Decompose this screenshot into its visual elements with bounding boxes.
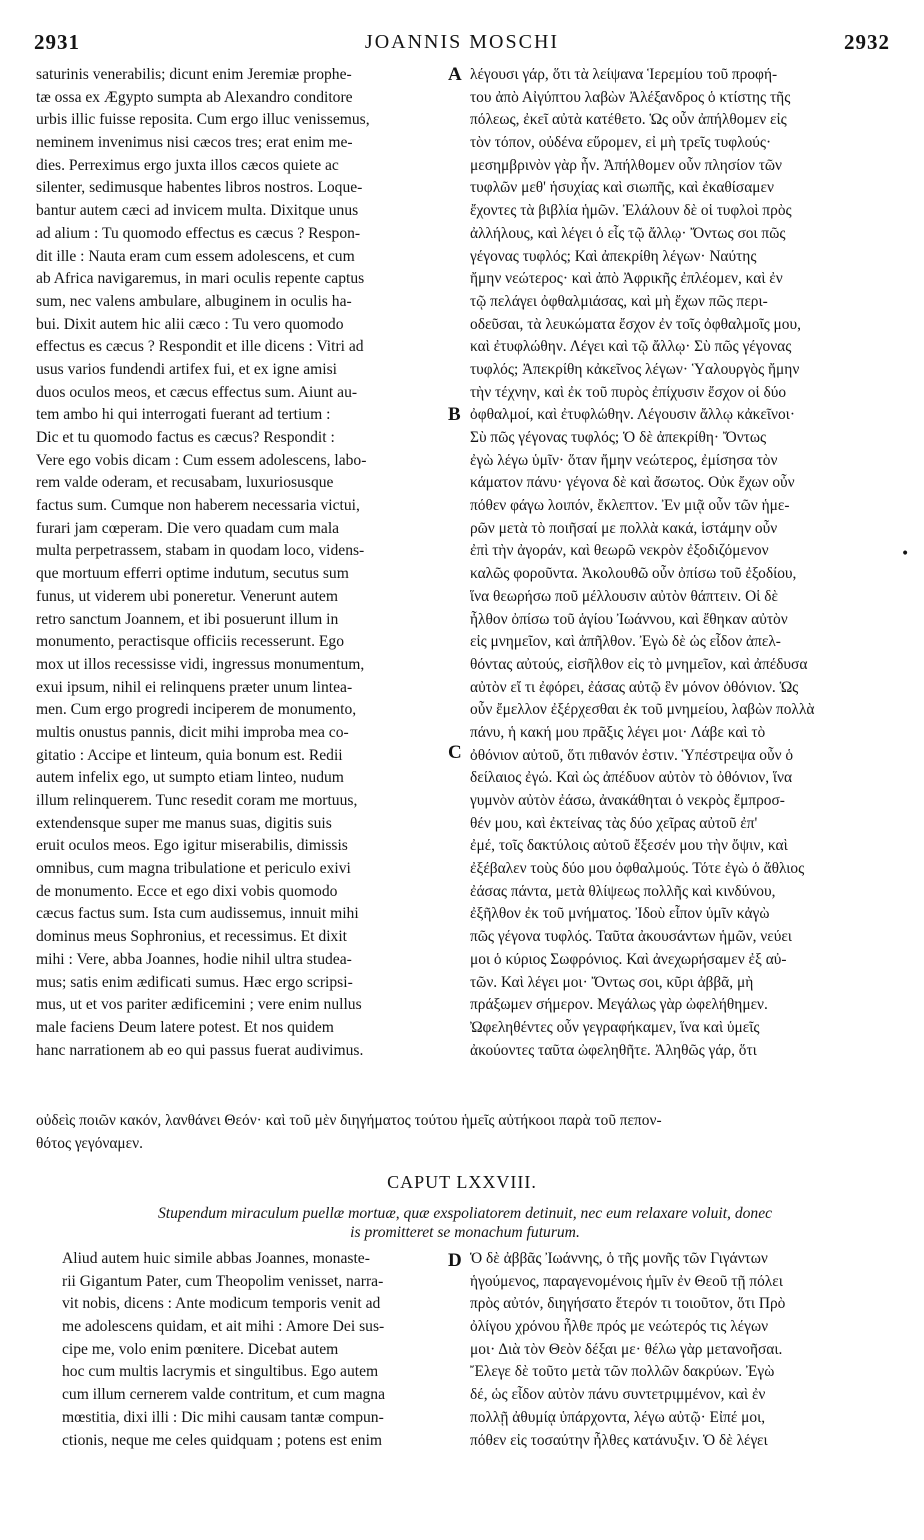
greek-text-line: ἤμην νεώτερος· καὶ ἀπὸ Ἀφρικῆς ἐπλέομεν, καὶ ἐν <box>470 270 783 288</box>
greek-text-line: θόντας αὐτούς, εἰσῆλθον εἰς τὸ μνημεῖον, καὶ ἀπέδυσα <box>470 655 808 673</box>
greek-text-line: ἐξῆλθον ἐκ τοῦ μνήματος. Ἰδοὺ εἶπον ὑμῖν κἀγὼ <box>470 905 770 923</box>
greek-text-line: πόθεν εἰς τοσαύτην ἦλθες κατάνυξιν. Ὁ δὲ λέγει <box>470 1431 768 1449</box>
latin-text-line: vit nobis, dicens : Ante modicum temporis venit ad <box>62 1295 381 1313</box>
greek-text-line: καλῶς φοροῦντα. Ἀκολουθῶ οὖν ὀπίσω τοῦ ἐξοδίου, <box>470 565 797 583</box>
page-number-right: 2932 <box>844 30 890 54</box>
section-marker-c: C <box>448 742 462 763</box>
section-marker-b: B <box>448 404 461 425</box>
greek-text-line: μεσημβρινὸν γὰρ ἦν. Ἀπήλθομεν οὖν πλησίον τῶν <box>470 156 782 174</box>
greek-text-line: ὀλίγου χρόνου ἦλθε πρός με νεώτερός τις λέγων <box>470 1318 769 1336</box>
latin-text-line: bui. Dixit autem hic alii cæco : Tu vero quomodo <box>36 315 344 333</box>
greek-text-line: Ἔλεγε δὲ τοῦτο μετὰ τῶν πολλῶν δακρύων. Ἐγὼ <box>470 1363 775 1381</box>
latin-text-line: hanc narrationem ab eo qui passus fuerat audivimus. <box>36 1041 364 1059</box>
greek-text-line: γέγονας τυφλός; Καὶ ἀπεκρίθη λέγων· Ναύτης <box>470 247 757 265</box>
greek-text-line: μοι· Διὰ τὸν Θεὸν δέξαι με· θέλω γὰρ μετανοῆσαι. <box>470 1340 783 1358</box>
greek-text-line: τυφλῶν μεθ' ἡσυχίας καὶ σιωπῆς, καὶ ἐκαθίσαμεν <box>470 179 774 197</box>
latin-text-line: ab Africa navigaremus, in mari oculis repente captus <box>36 270 365 288</box>
greek-text-line: ἐπὶ τὴν ἀγοράν, καὶ θεωρῶ νεκρὸν ἐξοδιζόμενον <box>470 542 769 560</box>
section-marker-a: A <box>448 64 462 85</box>
latin-text-line: mœstitia, dixi illi : Dic mihi causam tantæ compun- <box>62 1408 384 1426</box>
greek-text-line: θέν μου, καὶ ἐκτείνας τὰς δύο χεῖρας αὐτοῦ ἐπ' <box>470 814 758 832</box>
latin-text-line: sum, nec valens ambulare, albuginem in oculis ha- <box>36 292 352 310</box>
greek-text-line: Ὁ δὲ ἀββᾶς Ἰωάννης, ὁ τῆς μονῆς τῶν Γιγάντων <box>470 1250 768 1267</box>
latin-text-line: Aliud autem huic simile abbas Joannes, monaste- <box>62 1250 370 1267</box>
latin-text-line: omnibus, cum magna tribulatione et periculo exivi <box>36 860 351 878</box>
latin-text-line: eruit oculos meos. Ego igitur miserabilis, dimissis <box>36 837 348 855</box>
greek-text-line: εἰς μνημεῖον, καὶ ἀπῆλθον. Ἐγὼ δὲ ὡς εἶδον ἀπελ- <box>470 633 781 651</box>
greek-text-line: ἐάσας πάντα, μετὰ θλίψεως πολλῆς καὶ κινδύνου, <box>470 882 776 900</box>
latin-text-line: male faciens Deum latere potest. Et nos quidem <box>36 1018 334 1036</box>
greek-text-line: καὶ ἐτυφλώθην. Λέγει καὶ τῷ ἄλλῳ· Σὺ πῶς γέγονας <box>470 338 792 356</box>
latin-text-line: rii Gigantum Pater, cum Theopolim venisset, narra- <box>62 1272 384 1290</box>
latin-text-line: exui ipsum, nihil ei relinquens præter unum linteа- <box>36 678 353 696</box>
latin-text-line: furari jam cœperam. Die vero quadam cum mala <box>36 519 340 537</box>
chapter-summary-line: is promitteret se monachum futurum. <box>350 1224 580 1241</box>
greek-text-line: κάματον πάνυ· γέγονα δὲ καὶ ἄσωτος. Οὐκ ἔχων οὖν <box>470 474 795 492</box>
latin-text-line: tem ambo hi qui interrogati fuerant ad tertium : <box>36 406 331 424</box>
greek-text-line: του ἀπὸ Αἰγύπτου λαβὼν Ἀλέξανδρος ὁ κτίστης τῆς <box>470 88 791 106</box>
latin-text-line: neminem invenimus nisi cæcos tres; erat enim me- <box>36 134 353 152</box>
greek-text-line: ἡγούμενος, παραγενομένοις ἡμῖν ἐν Θεοῦ τῇ πόλει <box>470 1272 783 1290</box>
latin-text-line: cum illum cernerem valde contritum, et cum magna <box>62 1386 386 1404</box>
greek-text-line: θότος γεγόναμεν. <box>36 1134 143 1152</box>
latin-text-line: autem infelix ego, ut sumpto etiam linteo, nudum <box>36 769 344 787</box>
greek-text-line: ἦλθον ὀπίσω τοῦ ἁγίου Ἰωάννου, καὶ ἔθηκαν αὐτὸν <box>470 610 788 628</box>
latin-text-line: retro sanctum Joannem, et ibi posuerunt illum in <box>36 610 339 628</box>
greek-text-line: λέγουσι γάρ, ὅτι τὰ λείψανα Ἱερεμίου τοῦ προφή- <box>470 66 778 83</box>
latin-text-line: extendensque super me manus suas, digitis suis <box>36 814 332 832</box>
latin-text-line: que mortuum efferri optime indutum, secutus sum <box>36 565 349 583</box>
latin-text-line: mus, ut et vos pariter ædificemini ; vere enim nullus <box>36 996 362 1014</box>
latin-text-line: dominus meus Sophronius, et recessimus. Et dixit <box>36 928 347 946</box>
margin-dot: • <box>901 546 910 562</box>
latin-text-line: mox ut illos recessisse vidi, ingressus monumentum, <box>36 655 365 673</box>
chapter-summary-line: Stupendum miraculum puellæ mortuæ, quæ exspoliatorem detinuit, nec eum relaxare voluit, donec <box>157 1205 773 1222</box>
page-number-left: 2931 <box>34 30 80 54</box>
greek-text-line: ἐξέβαλεν τοὺς δύο μου ὀφθαλμούς. Τότε ἐγὼ ὁ ἄθλιος <box>470 860 805 878</box>
latin-text-line: de monumento. Ecce et ego dixi vobis quomodo <box>36 882 338 900</box>
latin-text-line: factus sum. Cumque non haberem necessaria victui, <box>36 497 360 515</box>
greek-text-line: ὀφθαλμοί, καὶ ἐτυφλώθην. Λέγουσιν ἄλλῳ κἀκεῖνοι· <box>470 406 795 424</box>
greek-text-line: οὖν ἔμελλον ἐξέρχεσθαι ἐκ τοῦ μνημείου, λαβὼν πολλὰ <box>470 701 815 719</box>
greek-text-line: πάνυ, ἡ κακή μου πρᾶξις λέγει μοι· Λάβε καὶ τὸ <box>470 723 766 741</box>
greek-text-line: ἐμέ, τοῖς δακτύλοις αὐτοῦ ἔξεσέν μου τὴν ὄψιν, καὶ <box>470 837 788 855</box>
greek-text-line: οὐδεὶς ποιῶν κακόν, λανθάνει Θεόν· καὶ τοῦ μὲν διηγήματος τούτου ἡμεῖς αὐτήκοοι παρὰ τοῦ πεπον- <box>36 1112 662 1129</box>
latin-text-line: Dic et tu quomodo factus es cæcus? Respondit : <box>36 429 335 446</box>
greek-text-line: τὴν τέχνην, καὶ ἐκ τοῦ πυρὸς ἐπίχυσιν ἔσχον οἱ δύο <box>470 383 787 401</box>
greek-text-line: Σὺ πῶς γέγονας τυφλός; Ὁ δὲ ἀπεκρίθη· Ὄντως <box>470 429 767 446</box>
latin-text-line: me adolescens quidam, et ait mihi : Amore Dei sus- <box>62 1318 385 1336</box>
chapter-summary <box>50 1204 880 1242</box>
latin-text-line: effectus es cæcus ? Respondit et ille dicens : Vitri ad <box>36 338 364 356</box>
latin-text-line: illum relinquerem. Tunc resedit coram me mortuus, <box>36 792 358 809</box>
greek-text-line: μοι ὁ κύριος Σωφρόνιος. Καὶ ἀνεχωρήσαμεν ἐξ αὐ- <box>470 950 787 968</box>
latin-text-line: rem valde oderam, et recusabam, luxuriosusque <box>36 474 334 492</box>
greek-full-width-continuation <box>36 1110 896 1155</box>
greek-text-line: πόλεως, ἐκεῖ αὐτὰ κατέθετο. Ὡς οὖν ἀπήλθομεν εἰς <box>470 111 787 129</box>
greek-text-line: ἔχοντες τὰ βιβλία ἡμῶν. Ἐλάλουν δὲ οἱ τυφλοὶ πρὸς <box>470 202 792 220</box>
latin-text-line: bantur autem cæci ad invicem multa. Dixitque unus <box>36 202 359 220</box>
greek-column-2 <box>470 1248 892 1452</box>
latin-text-line: hoc cum multis lacrymis et singultibus. Ego autem <box>62 1363 379 1381</box>
latin-text-line: mihi : Vere, abba Joannes, hodie nihil ultra studea- <box>36 950 352 968</box>
latin-text-line: multis onustus pannis, dicit mihi improba mea co- <box>36 723 349 741</box>
greek-text-line: ὀθόνιον αὐτοῦ, ὅτι πιθανόν ἐστιν. Ὑπέστρεψα οὖν ὁ <box>470 746 794 764</box>
greek-text-line: πῶς γέγονα τυφλός. Ταῦτα ἀκουσάντων ἡμῶν, νεύει <box>470 928 792 946</box>
latin-text-line: usus varios fundendi artifex fui, et ex igne amisi <box>36 360 337 378</box>
latin-text-line: dies. Perreximus ergo juxta illos cæcos quiete ac <box>36 156 339 174</box>
greek-text-line: ρῶν μετὰ τὸ ποιῆσαί με πολλὰ κακά, ἱστάμην οὖν <box>470 519 778 537</box>
latin-text-line: gitatio : Accipe et linteum, quia bonum est. Redii <box>36 746 343 764</box>
latin-text-line: silenter, sedimusque habentes libros nostros. Loque- <box>36 179 363 197</box>
greek-text-line: δέ, ὡς εἶδον αὐτὸν πάνυ συντετριμμένον, καὶ ἐν <box>470 1386 766 1404</box>
greek-text-line: δείλαιος ἐγώ. Καὶ ὡς ἀπέδυον αὐτὸν τὸ ὀθόνιον, ἵνα <box>470 769 793 787</box>
latin-text-line: ad alium : Tu quomodo effectus es cæcus ? Respon- <box>36 224 361 242</box>
latin-text-line: urbis illic fuisse reposita. Cum ergo illuc venissemus, <box>36 111 370 129</box>
greek-text-line: πρὸς αὐτόν, διηγήσατο ἕτερόν τι τοιοῦτον, ὅτι Πρὸ <box>470 1295 786 1313</box>
latin-column-1 <box>36 64 454 1062</box>
latin-text-line: duos oculos meos, et cæcus effectus sum. Aiunt au- <box>36 383 358 401</box>
greek-text-line: γυμνὸν αὐτὸν ἐάσω, ἀνακάθηται ὁ νεκρὸς ἔμπροσ- <box>470 792 785 809</box>
greek-text-line: Ὠφεληθέντες οὖν γεγραφήκαμεν, ἵνα καὶ ὑμεῖς <box>470 1018 760 1036</box>
latin-text-line: monumento, peractisque officiis recesserunt. Ego <box>36 633 345 651</box>
latin-text-line: ctionis, neque me celes quidquam ; potens est enim <box>62 1431 383 1449</box>
latin-text-line: tæ ossa ex Ægypto sumpta ab Alexandro conditore <box>36 88 353 106</box>
greek-text-line: ἀλλήλους, καὶ λέγει ὁ εἷς τῷ ἄλλῳ· Ὄντως σοι πῶς <box>470 224 786 242</box>
greek-text-line: οδεῦσαι, τὰ λευκώματα ἔσχον ἐν τοῖς ὀφθαλμοῖς μου, <box>470 315 801 333</box>
latin-text-line: cæcus factus sum. Ista cum audissemus, innuit mihi <box>36 905 359 923</box>
greek-text-line: πράξωμεν σήμερον. Μεγάλως γὰρ ὠφελήθημεν. <box>470 996 768 1014</box>
greek-text-line: τυφλός; Ἀπεκρίθη κἀκεῖνος λέγων· Ὑαλουργὸς ἤμην <box>470 360 800 378</box>
latin-text-line: cipe me, volo enim pœnitere. Dicebat autem <box>62 1340 339 1358</box>
latin-text-line: saturinis venerabilis; dicunt enim Jeremiæ prophe- <box>36 66 352 83</box>
greek-text-line: τῷ πελάγει ὀφθαλμιάσας, καὶ μὴ ἔχων πῶς περι- <box>470 292 768 310</box>
chapter-title: CAPUT LXXVIII. <box>387 1172 537 1192</box>
latin-text-line: mus; satis enim ædificati sumus. Hæc ergo scripsi- <box>36 973 353 991</box>
latin-text-line: Vere ego vobis dicam : Cum essem adolescens, labo- <box>36 451 367 469</box>
greek-text-line: αὐτὸν εἴ τι ἐφόρει, ἐάσας αὐτῷ ἓν μόνον ὀθόνιον. Ὡς <box>470 678 799 696</box>
latin-text-line: funus, ut viderem ubi poneretur. Venerunt autem <box>36 587 338 605</box>
latin-column-2 <box>62 1248 456 1452</box>
greek-text-line: ἐγὼ λέγω ὑμῖν· ὅταν ἤμην νεώτερος, ἐμίσησα τὸν <box>470 451 778 469</box>
latin-text-line: men. Cum ergo progredi inciperem de monumento, <box>36 701 357 719</box>
greek-text-line: πόθεν φάγω λοιπόν, ἔκλεπτον. Ἐν μιᾷ οὖν τῶν ἡμε- <box>470 497 790 515</box>
greek-text-line: τῶν. Καὶ λέγει μοι· Ὄντως σοι, κῦρι ἀββᾶ, μὴ <box>470 973 754 991</box>
section-marker-d: D <box>448 1250 462 1271</box>
greek-text-line: τὸν τόπον, οὐδένα εὕρομεν, εἰ μὴ τρεῖς τυφλούς· <box>470 134 772 152</box>
greek-text-line: πολλῇ ἀθυμίᾳ ὑπάρχοντα, λέγω αὐτῷ· Εἰπέ μοι, <box>470 1408 766 1426</box>
greek-column-1 <box>470 64 892 1062</box>
running-header: JOANNIS MOSCHI <box>364 31 560 53</box>
latin-text-line: dit ille : Nauta eram cum essem adolescens, et cum <box>36 247 355 265</box>
latin-text-line: multa perpetrassem, stabam in quodam loco, videns- <box>36 542 365 560</box>
greek-text-line: ἀκούοντες ταῦτα ὠφεληθῆτε. Ἀληθῶς γάρ, ὅτι <box>470 1041 757 1059</box>
greek-text-line: ἵνα θεωρήσω ποῦ μέλλουσιν αὐτὸν θάπτειν. Οἱ δὲ <box>470 587 778 605</box>
